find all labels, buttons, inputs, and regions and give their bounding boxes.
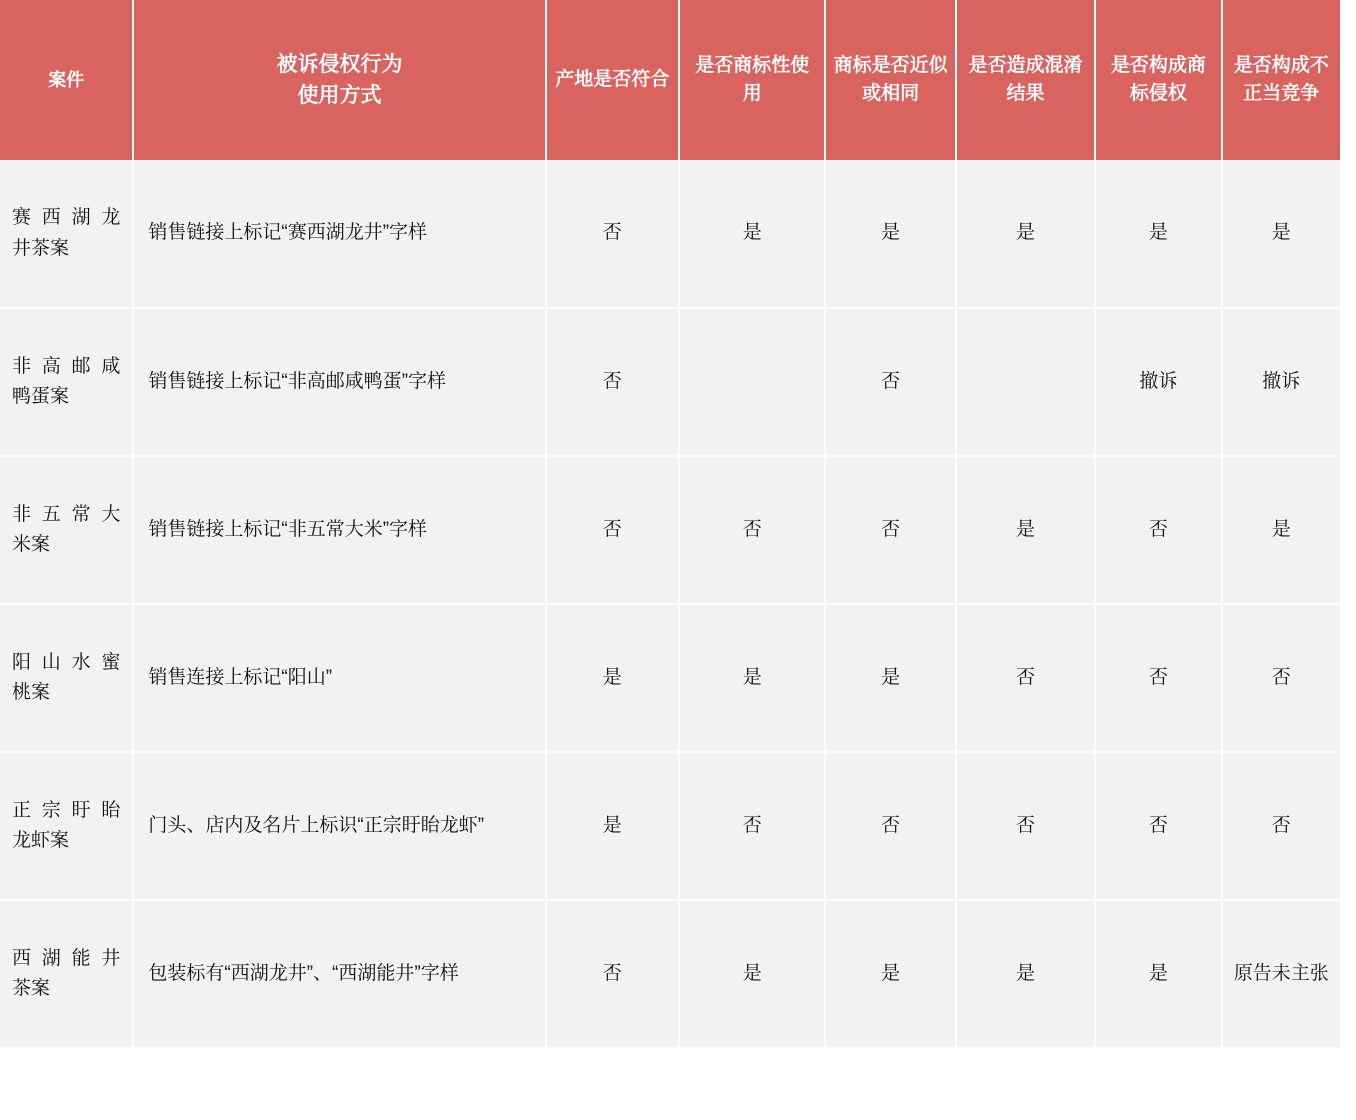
cell-usage-manner: 销售链接上标记“非高邮咸鸭蛋”字样: [133, 308, 545, 456]
cell-trademark-similarity: 否: [825, 456, 955, 604]
cell-usage-manner: 销售链接上标记“非五常大米”字样: [133, 456, 545, 604]
table-row: [0, 900, 1340, 1048]
table-body: [0, 160, 1340, 1048]
cell-usage-manner: 包装标有“西湖龙井”、“西湖能井”字样: [133, 900, 545, 1048]
cell-case-name-line: 茶案: [12, 978, 51, 999]
cell-trademark-infringement: 否: [1095, 604, 1221, 752]
cell-unfair-competition: 否: [1222, 604, 1340, 752]
cell-origin-match: 否: [546, 900, 679, 1048]
column-header-origin: 产地是否符合: [546, 0, 679, 160]
column-header-case: 案件: [0, 0, 133, 160]
cell-usage-manner: 销售链接上标记“赛西湖龙井”字样: [133, 160, 545, 308]
cell-case-name: [0, 160, 133, 308]
cell-trademark-similarity: 是: [825, 604, 955, 752]
cell-case-name-line: 阳 山 水 蜜: [12, 651, 121, 673]
cell-trademark-similarity: 是: [825, 900, 955, 1048]
cell-unfair-competition: 原告未主张: [1222, 900, 1340, 1048]
column-header-confusion: 是否造成混淆结果: [956, 0, 1095, 160]
cell-confusion-result: 否: [956, 604, 1095, 752]
cell-trademark-similarity: 否: [825, 752, 955, 900]
cell-case-name-line: 井茶案: [12, 237, 70, 259]
cell-case-name-line: 非 高 邮 咸: [12, 355, 121, 377]
cell-origin-match: 否: [546, 456, 679, 604]
table-row: [0, 604, 1340, 752]
cell-trademark-infringement: 是: [1095, 900, 1221, 1048]
cell-trademark-use: 是: [679, 900, 825, 1048]
cell-confusion-result: 是: [956, 900, 1095, 1048]
column-header-trademark-use: 是否商标性使用: [679, 0, 825, 160]
cell-trademark-use: 是: [679, 160, 825, 308]
cell-case-name-line: 赛 西 湖 龙: [12, 207, 121, 229]
cell-unfair-competition: 否: [1222, 752, 1340, 900]
cell-unfair-competition: 是: [1222, 160, 1340, 308]
cell-confusion-result: 是: [956, 160, 1095, 308]
table-row: [0, 456, 1340, 604]
cell-case-name: [0, 752, 133, 900]
cell-case-name: [0, 900, 133, 1048]
cell-usage-manner: 销售连接上标记“阳山”: [133, 604, 545, 752]
cell-trademark-similarity: 否: [825, 308, 955, 456]
cell-case-name-line: 非 五 常 大: [12, 503, 121, 525]
cell-confusion-result: 是: [956, 456, 1095, 604]
cell-unfair-competition: 是: [1222, 456, 1340, 604]
cell-origin-match: 是: [546, 604, 679, 752]
cell-origin-match: 是: [546, 752, 679, 900]
cell-trademark-infringement: 否: [1095, 456, 1221, 604]
column-header-infringement: 是否构成商标侵权: [1095, 0, 1221, 160]
cell-usage-manner: 门头、店内及名片上标识“正宗盱眙龙虾”: [133, 752, 545, 900]
cell-trademark-use: 是: [679, 604, 825, 752]
cell-origin-match: 否: [546, 160, 679, 308]
table-row: [0, 308, 1340, 456]
column-header-similarity: 商标是否近似或相同: [825, 0, 955, 160]
cell-case-name-line: 桃案: [12, 682, 51, 703]
cell-trademark-infringement: 撤诉: [1095, 308, 1221, 456]
cell-trademark-similarity: 是: [825, 160, 955, 308]
cell-case-name-line: 龙虾案: [12, 830, 70, 851]
cell-case-name-line: 西 湖 能 井: [12, 947, 121, 969]
cell-confusion-result: 否: [956, 752, 1095, 900]
cell-trademark-infringement: 是: [1095, 160, 1221, 308]
cell-confusion-result: [956, 308, 1095, 456]
table-header: [0, 0, 1340, 160]
cell-case-name: [0, 308, 133, 456]
cell-case-name-line: 米案: [12, 534, 51, 555]
cell-unfair-competition: 撤诉: [1222, 308, 1340, 456]
cell-case-name: [0, 604, 133, 752]
cell-origin-match: 否: [546, 308, 679, 456]
column-header-usage: [133, 0, 545, 160]
cell-trademark-use: 否: [679, 456, 825, 604]
column-header-unfair-competition: 是否构成不正当竞争: [1222, 0, 1340, 160]
column-header-usage-line2: 使用方式: [297, 84, 382, 107]
cell-trademark-use: 否: [679, 752, 825, 900]
column-header-usage-line1: 被诉侵权行为: [276, 52, 403, 76]
cell-trademark-infringement: 否: [1095, 752, 1221, 900]
table-row: [0, 160, 1340, 308]
cell-case-name: [0, 456, 133, 604]
table-row: [0, 752, 1340, 900]
cell-case-name-line: 正 宗 盱 眙: [12, 799, 121, 821]
table-header-row: [0, 0, 1340, 160]
cell-case-name-line: 鸭蛋案: [12, 386, 70, 407]
cell-trademark-use: [679, 308, 825, 456]
